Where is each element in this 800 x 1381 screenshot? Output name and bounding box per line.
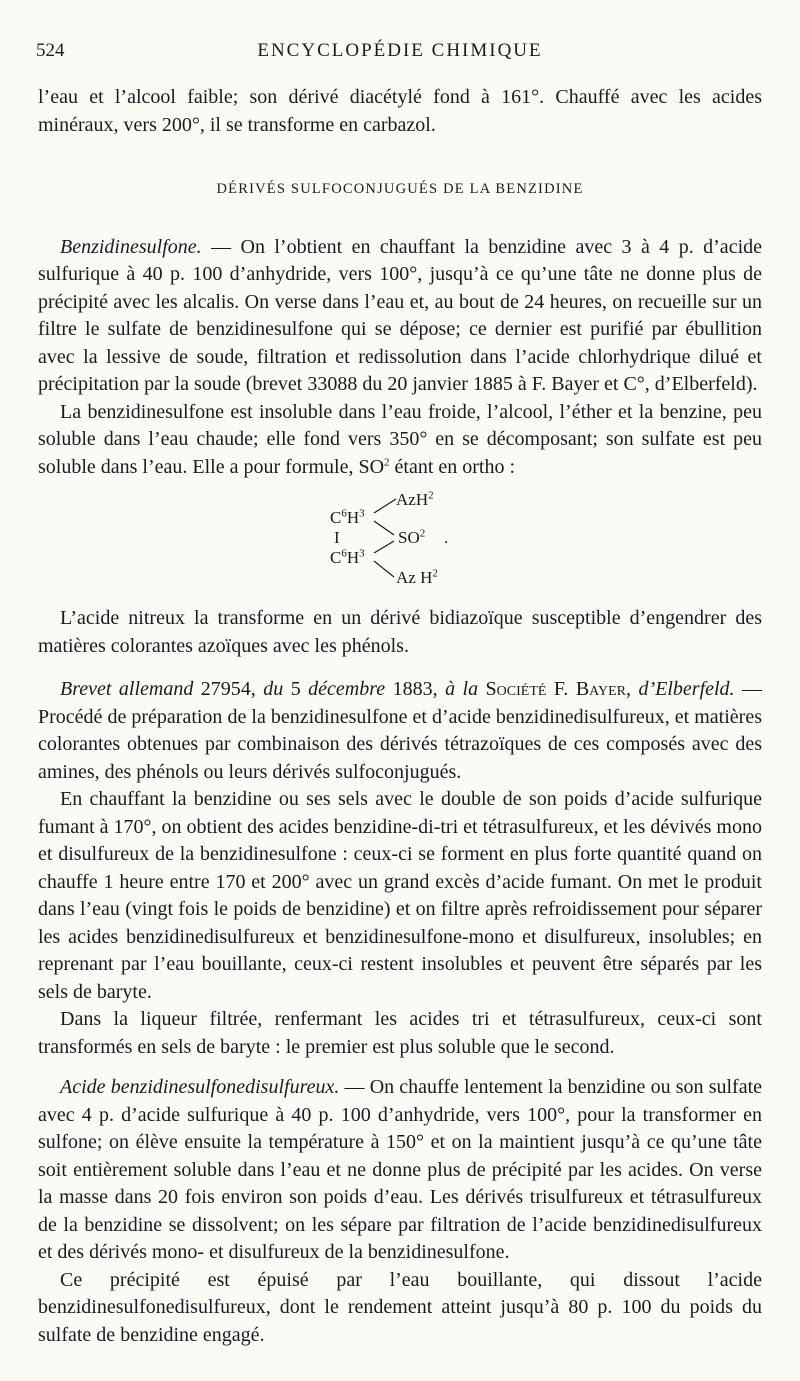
formula-azh2-bottom: Az $H^2$: [396, 567, 438, 587]
benzidinesulfone-text: — On l’obtient en chauffant la benzidine avec 3 à 4 p. d’acide sulfurique à 40 p. 100 d’anhydride, vers 100°, jusqu’à ce qu’une tâte ne donne plus de précipité avec les alcalis. On verse dans l’eau et, au bout de 24 heures, on recueille sur un filtre le sulfate de benzidinesulfone qui se dépose; ce dernier est purifié par ébullition avec la lessive de soude, filtration et redissolution dans l’acide chlorhydrique dilué et précipitation par la soude (brevet 33088 du 20 janvier 1885 à F. Bayer et C°, d’Elberfeld).: [38, 235, 762, 395]
formula-dot: .: [444, 528, 449, 547]
acide-paragraph-2: Ce précipité est épuisé par l’eau bouillante, qui dissout l’acide benzidinesulfonedisulfureux, dont le rendement atteint jusqu’à 80 p. 100 du poids du sulfate de benzidine engagé.: [38, 1268, 762, 1346]
acide-title: Acide benzidinesulfonedisulfureux.: [60, 1076, 340, 1098]
formula-bond-bar: I: [334, 528, 340, 547]
benzidinesulfone-title: Benzidinesulfone.: [60, 235, 202, 258]
formula-c6h3-bottom: $C^6H^3$: [330, 547, 365, 567]
page-body: [38, 84, 762, 1349]
brevet-societe: Société F. Bayer,: [478, 678, 639, 700]
brevet-paragraph: Brevet allemand 27954, du 5 décembre 1883, à la Société F. Bayer, d’Elberfeld. — Procédé de préparation de la benzidinesulfone et d’acide benzidinedisulfureux, et matières colorantes obtenues par combinaison des dérivés tétrazoïques de ces composés avec des amines, des phénols ou leurs dérivés sulfoconjugués.: [38, 678, 763, 783]
formula-c6h3-top: $C^6H^3$: [330, 507, 365, 527]
section-title: DÉRIVÉS SULFOCONJUGUÉS DE LA BENZIDINE: [216, 181, 584, 197]
benzidinesulfone-properties-paragraph: [38, 399, 762, 482]
formula-bond-lines: [372, 491, 402, 591]
page-header: [36, 40, 764, 70]
running-head: ENCYCLOPÉDIE CHIMIQUE: [257, 40, 543, 61]
brevet-title: Brevet allemand: [60, 678, 194, 700]
brevet-place: d’Elberfeld.: [638, 678, 735, 700]
formula-so2: $SO^2$: [398, 527, 426, 547]
nitreux-paragraph: L’acide nitreux la transforme en un dérivé bidiazoïque susceptible d’engendrer des matières colorantes azoïques avec les phénols.: [38, 607, 762, 657]
properties-text: La benzidinesulfone est insoluble dans l’eau froide, l’alcool, l’éther et la benzine, peu soluble dans l’eau chaude; elle fond vers 350° en se décomposant; son sulfate est peu soluble dans l’eau. Elle a pour formule, SO: [38, 400, 762, 478]
formula-azh2-top: AzH$^2$: [396, 489, 434, 509]
brevet-paragraph-2: En chauffant la benzidine ou ses sels avec le double de son poids d’acide sulfurique fumant à 170°, on obtient des acides benzidine-di-tri et tétrasulfureux, et les dévivés mono et disulfureux de la benzidinesulfone : ceux-ci se forment en plus forte quantité quand on chauffe 1 heure entre 170 et 200° avec un grand excès d’acide fumant. On met le produit dans l’eau (vingt fois le poids de benzidine) et on filtre après refroidissement pour séparer les acides benzidinedisulfureux et benzidinesulfone-mono et disulfureux, insolubles; en reprenant par l’eau bouillante, ceux-ci restent insolubles et peuvent être séparés par les sels de baryte.: [38, 788, 762, 1003]
brevet-text: — Procédé de préparation de la benzidinesulfone et d’acide benzidinedisulfureux, et matières colorantes obtenues par combinaison des dérivés tétrazoïques de ces composés avec des amines, des phénols ou leurs dérivés sulfoconjugués.: [38, 678, 763, 783]
so2-superscript: 2: [384, 455, 390, 468]
acide-text: — On chauffe lentement la benzidine ou son sulfate avec 4 p. d’acide sulfurique à 40 p. 100 d’anhydride, vers 100°, pour la transformer en sulfone; on élève ensuite la température à 150° et on la maintient jusqu’à ce qu’une tâte soit entièrement soluble dans l’eau et ne donne plus de précipité par les acides. On verse la masse dans 20 fois environ son poids d’eau. Les dérivés trisulfureux et tétrasulfureux de la benzidine se dissolvent; on les sépare par filtration de l’acide benzidinedisulfureux et des dérivés mono- et disulfureux de la benzidinesulfone.: [38, 1076, 762, 1263]
properties-text-end: étant en ortho :: [389, 455, 516, 478]
page-number: 524: [36, 40, 65, 61]
acide-paragraph: [38, 1074, 762, 1267]
structural-formula: [328, 491, 498, 591]
benzidinesulfone-paragraph: [38, 234, 762, 399]
brevet-paragraph-3: Dans la liqueur filtrée, renfermant les acides tri et tétrasulfureux, ceux-ci sont transformés en sels de baryte : le premier est plus soluble que le second.: [38, 1008, 762, 1058]
intro-paragraph: l’eau et l’alcool faible; son dérivé diacétylé fond à 161°. Chauffé avec les acides minéraux, vers 200°, il se transforme en carbazol.: [38, 86, 762, 136]
